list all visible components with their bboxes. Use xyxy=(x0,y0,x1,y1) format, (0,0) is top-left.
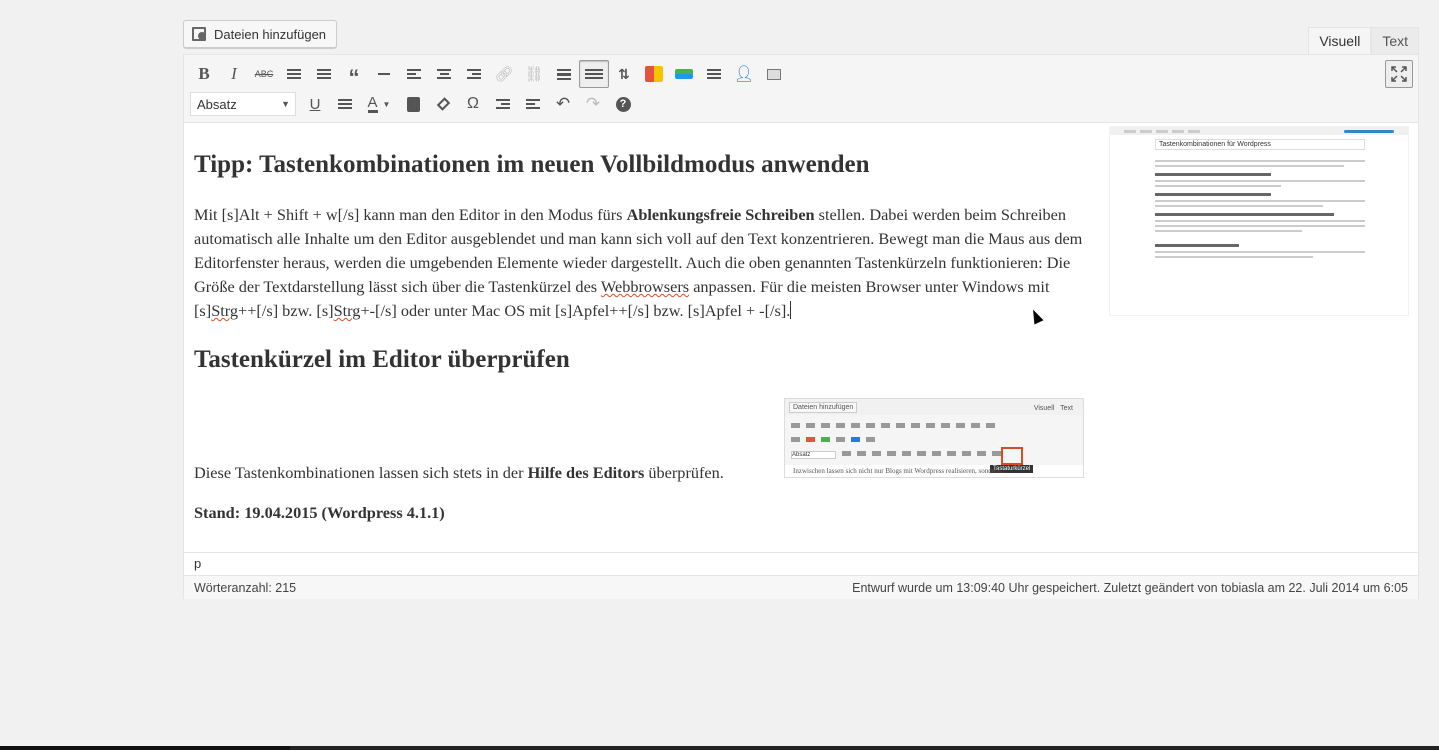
thumbnail-add-media: Dateien hinzufügen xyxy=(789,402,857,413)
align-center-icon[interactable] xyxy=(429,60,459,88)
blockquote-icon[interactable]: “ xyxy=(348,65,360,90)
toolbar-toggle-icon[interactable] xyxy=(579,60,609,88)
thumbnail-title: Tastenkombinationen für Wordpress xyxy=(1155,139,1365,150)
justify-icon[interactable] xyxy=(330,90,360,118)
toolbar-row-1 xyxy=(189,60,789,88)
text-color-icon[interactable]: A ▼ xyxy=(367,93,391,111)
heading-fullscreen-tip: Tipp: Tastenkombinationen im neuen Vollbildmodus anwenden xyxy=(194,151,870,178)
special-character-icon[interactable]: Ω xyxy=(467,95,479,112)
format-select[interactable] xyxy=(190,92,296,116)
editor xyxy=(183,54,1419,599)
editor-content[interactable] xyxy=(184,123,1418,552)
heading-check-shortcuts: Tastenkürzel im Editor überprüfen xyxy=(194,346,570,373)
screenshot-thumbnail-page[interactable] xyxy=(1109,126,1409,316)
paste-text-icon[interactable] xyxy=(398,90,428,118)
media-icon xyxy=(192,26,208,42)
unlink-icon[interactable]: ⛓︎ xyxy=(524,66,544,83)
fullscreen-icon[interactable] xyxy=(1385,60,1413,88)
read-more-icon[interactable] xyxy=(549,60,579,88)
editor-status-bar xyxy=(184,575,1418,599)
element-path[interactable]: p xyxy=(184,552,1418,575)
strikethrough-icon[interactable]: ABC xyxy=(254,69,274,79)
editor-toolbar xyxy=(184,55,1418,123)
help-icon[interactable]: ? xyxy=(608,90,638,118)
thumbnail-document xyxy=(1155,139,1365,310)
upload-icon[interactable]: ⇅ xyxy=(618,65,630,82)
clear-formatting-icon[interactable] xyxy=(428,90,458,118)
bold-icon[interactable]: B xyxy=(198,64,210,83)
thumbnail-tabs: Visuell Text xyxy=(1033,405,1073,412)
paragraph-fullscreen-tip: Mit [s]Alt + Shift + w[/s] kann man den Editor in den Modus fürs Ablenkungsfreie Schreiben stellen. Dabei werden beim Schreiben automatisch alle Inhalte um den Editor ausgeblendet und man kann sich voll auf den Text konzentrieren. Bewegt man die Maus aus dem Editorfenster heraus, werden die umgebenden Elemente wieder dargestellt. Auch die oben genannten Tastenkürzeln funktionieren: Die Größe der Textdarstellung lässt sich über die Tastenkürzel des Webbrowsers anpassen. Für die meisten Browser unter Windows mit [s]Strg++[/s] bzw. [s]Strg+-[/s] oder unter Mac OS mit [s]Apfel++[/s] bzw. [s]Apfel + -[/s]. xyxy=(194,205,1083,320)
add-media-button[interactable] xyxy=(183,20,337,48)
link-icon[interactable]: 🔗︎ xyxy=(494,66,514,83)
add-media-label: Dateien hinzufügen xyxy=(214,26,327,42)
user-icon[interactable]: 👤︎ xyxy=(733,66,755,83)
paragraph-check-shortcuts: Diese Tastenkombinationen lassen sich stets in der Hilfe des Editors überprüfen. xyxy=(194,463,724,482)
outdent-icon[interactable] xyxy=(488,90,518,118)
colored-blocks-icon[interactable] xyxy=(639,60,669,88)
chevron-down-icon: ▼ xyxy=(281,99,290,109)
thumbnail-tooltip: Tastaturkürzel xyxy=(990,465,1033,473)
bullet-list-icon[interactable] xyxy=(279,60,309,88)
italic-icon[interactable]: I xyxy=(231,64,237,83)
thumbnail-help-highlight xyxy=(1001,447,1023,465)
thumbnail-toolbar: Absatz Tastaturkürzel xyxy=(785,415,1083,465)
format-select-value: Absatz xyxy=(197,96,237,112)
autosave-status: Entwurf wurde um 13:09:40 Uhr gespeichert. Zuletzt geändert von tobiasla am 22. Juli 2014 um 6:05 xyxy=(852,580,1408,595)
word-count: Wörteranzahl: 215 xyxy=(194,580,297,595)
indent-icon[interactable] xyxy=(518,90,548,118)
table-icon[interactable] xyxy=(699,60,729,88)
editor-tabs xyxy=(1308,27,1419,54)
align-left-icon[interactable] xyxy=(399,60,429,88)
numbered-list-icon[interactable] xyxy=(309,60,339,88)
text-caret xyxy=(790,301,791,319)
tab-visual[interactable]: Visuell xyxy=(1308,27,1371,54)
tab-text[interactable]: Text xyxy=(1371,27,1419,54)
bottom-strip xyxy=(0,746,1439,750)
undo-icon[interactable]: ↶ xyxy=(555,94,571,113)
underline-icon[interactable]: U xyxy=(309,95,321,113)
redo-icon[interactable]: ↷ xyxy=(585,94,601,113)
paragraph-stand: Stand: 19.04.2015 (Wordpress 4.1.1) xyxy=(194,503,445,522)
toolbar-row-2 xyxy=(189,90,638,118)
horizontal-rule-icon[interactable] xyxy=(369,60,399,88)
align-right-icon[interactable] xyxy=(459,60,489,88)
thumbnail-text: Inzwischen lassen sich nicht nur Blogs mit Wordpress realisieren, sondern... xyxy=(793,467,1006,475)
green-blue-bars-icon[interactable] xyxy=(669,60,699,88)
screenshot-thumbnail-editor[interactable] xyxy=(784,398,1084,478)
thumbnail-toolbar xyxy=(1110,127,1408,135)
media-icon[interactable] xyxy=(759,60,789,88)
